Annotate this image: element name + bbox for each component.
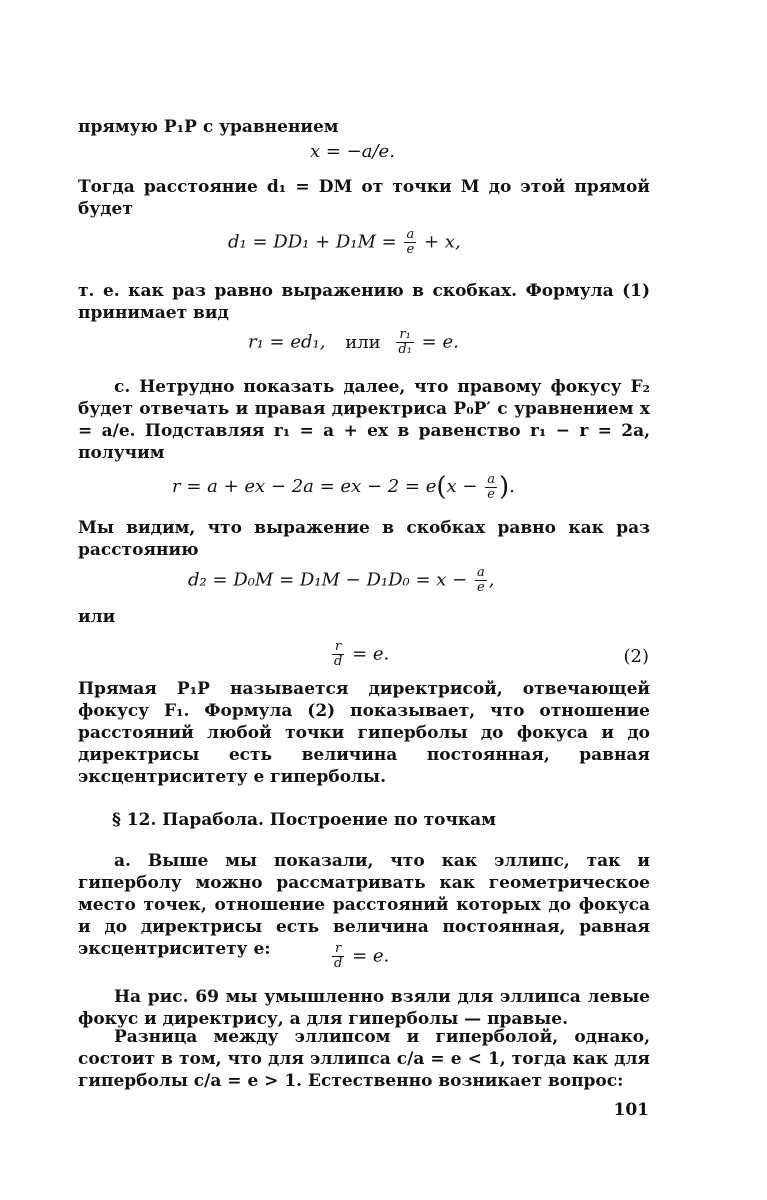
fraction-denominator: d — [334, 654, 343, 669]
equation-d1-lhs: d₁ = DD₁ + D₁M = — [228, 231, 397, 253]
fraction-a-over-e — [404, 228, 416, 257]
paragraph-we-see: Мы видим, что выражение в скобках равно как раз расстоянию — [78, 518, 650, 560]
paragraph-fig: На рис. 69 мы умышленно взяли для эллипса левые фокус и директрису, а для гиперболы — правые. — [78, 987, 650, 1029]
fraction-denominator: e — [477, 580, 485, 595]
equation-r1-or: или — [345, 331, 381, 353]
equation-r — [172, 472, 515, 502]
equation-d2-lhs: d₂ = D₀M = D₁M − D₁D₀ = x − — [188, 569, 468, 591]
fraction-numerator: r — [332, 640, 344, 655]
equation-3-rhs: = e. — [352, 945, 390, 967]
equation-d1-rhs: + x, — [423, 231, 461, 253]
paragraph-intro: прямую P₁P с уравнением — [78, 117, 339, 137]
fraction-denominator: e — [487, 486, 495, 502]
equation-3 — [330, 942, 389, 971]
fraction-r1-over-d1 — [396, 328, 414, 357]
paragraph-difference: Разница между эллипсом и гиперболой, однако, состоит в том, что для эллипса c/a = e < 1, тогда как для гиперболы c/a = e > 1. Естественно возникает вопрос: — [78, 1027, 650, 1091]
paragraph-directrix: Прямая P₁P называется директрисой, отвечающей фокусу F₁. Формула (2) показывает, что отношение расстояний любой точки гиперболы до фокуса и до директрисы есть величина постоянная, равная эксцентриситету e гиперболы. — [78, 679, 650, 787]
equation-number-2: (2) — [623, 646, 649, 667]
fraction-a-over-e — [485, 473, 497, 502]
equation-d2 — [188, 566, 494, 595]
fraction-numerator: a — [476, 565, 485, 580]
section-heading: § 12. Парабола. Построение по точкам — [112, 810, 496, 830]
fraction-a-over-e — [475, 566, 487, 595]
fraction-r-over-d — [332, 640, 344, 669]
equation-r1-lhs: r₁ = ed₁, — [248, 331, 326, 353]
fraction-numerator: a — [487, 471, 496, 487]
equation-r1-rhs: = e. — [421, 331, 459, 353]
page-number: 101 — [613, 1100, 649, 1120]
paragraph-c: с. Нетрудно показать далее, что правому фокусу F₂ будет отвечать и правая директриса P₀P′ с уравнением x = a/e. Подставляя r₁ = a + ex в равенство r₁ − r = 2a, получим — [78, 377, 650, 463]
paren-open: ( — [436, 472, 447, 502]
fraction-numerator: r — [332, 942, 344, 957]
paragraph-then: Тогда расстояние d₁ = DM от точки M до этой прямой будет — [78, 177, 650, 219]
fraction-denominator: d₁ — [398, 342, 412, 357]
fraction-numerator: a — [406, 227, 415, 242]
equation-d1 — [228, 228, 461, 257]
fraction-numerator: r₁ — [396, 328, 414, 343]
equation-2 — [330, 640, 389, 669]
fraction-r-over-d — [332, 942, 344, 971]
equation-2-rhs: = e. — [352, 643, 390, 665]
equation-r-inner: x − — [446, 476, 478, 497]
paren-close: ) — [499, 472, 510, 502]
equation-r1 — [248, 328, 459, 357]
equation-r-lhs: r = a + ex − 2a = ex − 2 = e — [172, 476, 437, 497]
equation-r-end: . — [509, 476, 515, 497]
equation-d2-end: , — [488, 569, 495, 591]
equation-directrix: x = −a/e. — [310, 141, 395, 162]
fraction-denominator: d — [334, 956, 343, 971]
paragraph-a: а. Выше мы показали, что как эллипс, так и гиперболу можно рассматривать как геометрическое место точек, отношение расстояний которых до фокуса и до директрисы есть величина постоянная, равная эксцентриситету e: — [78, 851, 650, 959]
paragraph-ie: т. е. как раз равно выражению в скобках. Формула (1) принимает вид — [78, 281, 650, 323]
paragraph-or: или — [78, 607, 116, 627]
fraction-denominator: e — [406, 242, 415, 257]
